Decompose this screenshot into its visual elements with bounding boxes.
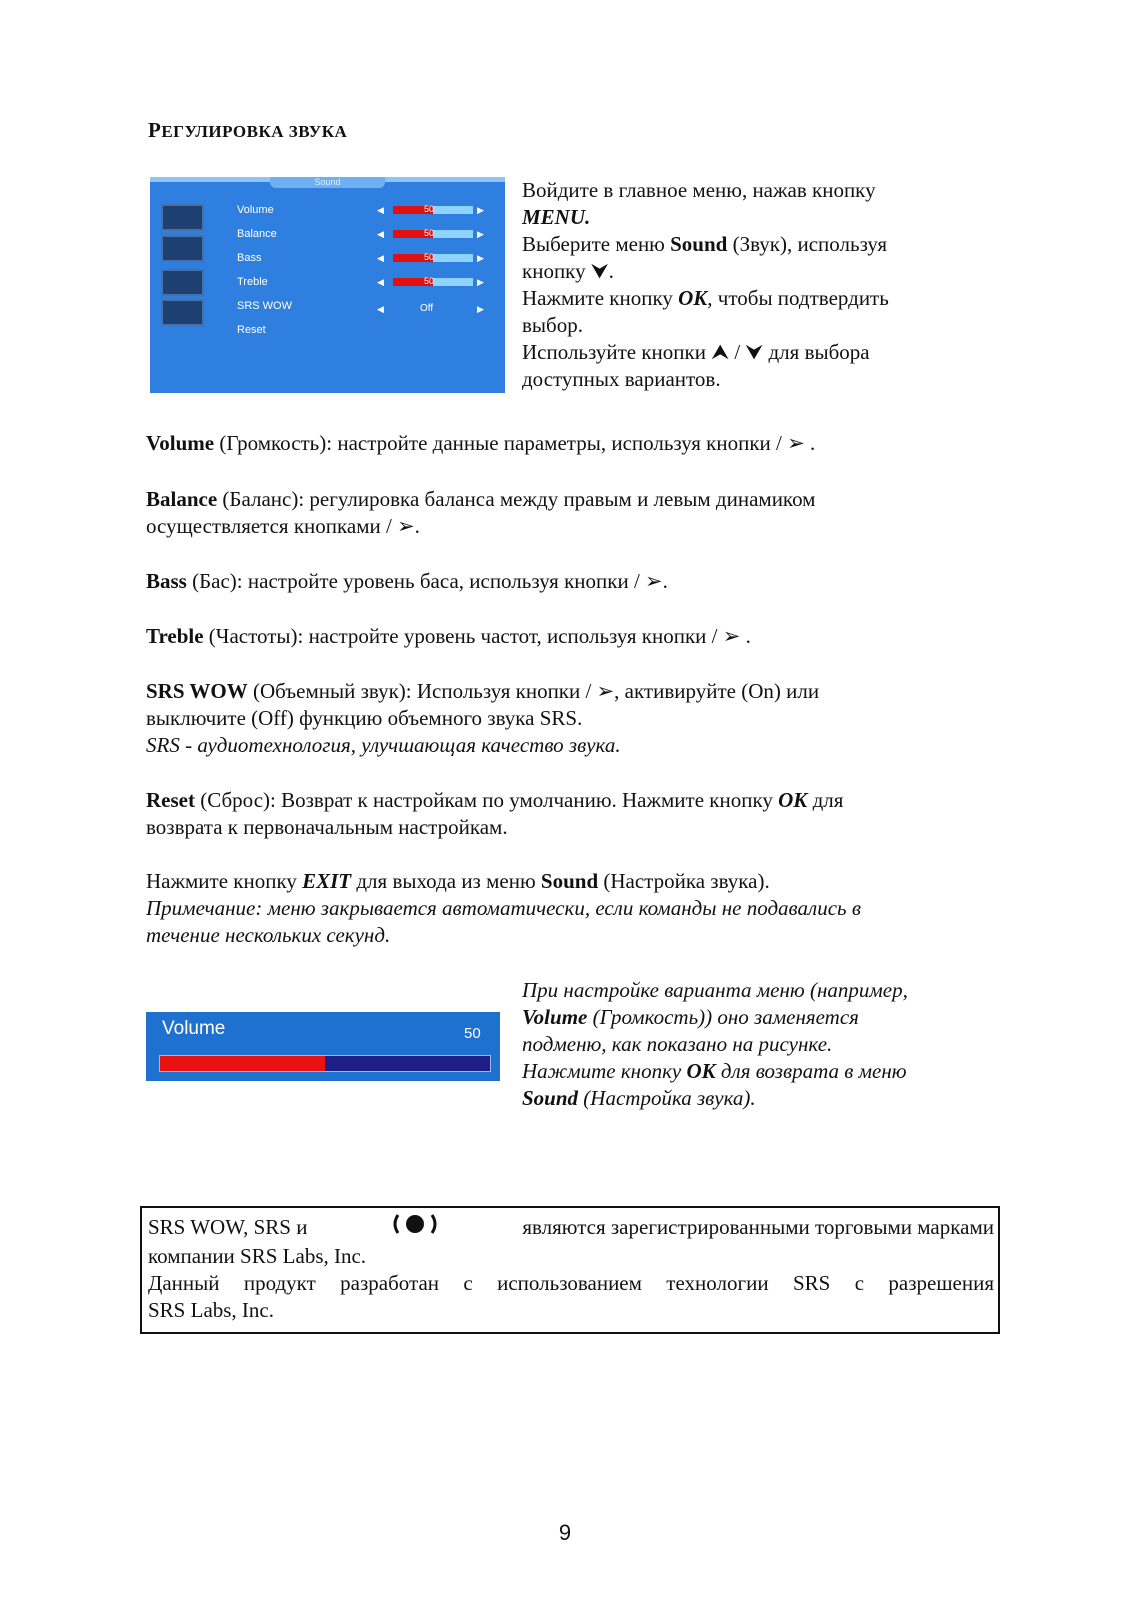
treble-paragraph: Treble (Частоты): настройте уровень частот, используя кнопки / ➢ . [146,624,751,648]
trademark-line: компании SRS Labs, Inc. [148,1244,367,1268]
left-arrow-icon: ◀ [377,304,384,314]
volume-submenu-value: 50 [464,1025,481,1042]
right-arrow-icon: ▶ [477,253,484,263]
menu-item-treble: Treble [237,276,268,288]
srs-wow-paragraph: SRS WOW (Объемный звук): Используя кнопки / ➢, активируйте (On) или выключите (Off) функцию объемного звука SRS. SRS - аудиотехнология, улучшающая качество звука. [146,679,820,757]
menu-item-volume: Volume [237,204,274,216]
speaker-icon [161,235,204,262]
intro-line: Нажмите кнопку OK, чтобы подтвердить [522,286,889,310]
menu-item-srs-wow: SRS WOW [237,300,292,312]
volume-submenu-fill [160,1056,325,1071]
intro-line: Используйте кнопки ⮝ / ⮟ для выбора [522,340,870,364]
volume-submenu-screenshot [146,1012,500,1081]
reset-paragraph: Reset (Сброс): Возврат к настройкам по умолчанию. Нажмите кнопку OK для возврата к первоначальным настройкам. [146,788,844,839]
picture-icon [161,204,204,231]
menu-item-balance: Balance [237,228,277,240]
intro-text [522,177,1002,393]
intro-line: выбор. [522,313,583,337]
trademark-line: SRS Labs, Inc. [148,1298,274,1322]
intro-line: Выберите меню Sound (Звук), используя [522,232,888,256]
right-arrow-icon: ▶ [477,277,484,287]
setup-icon [161,299,204,326]
trademark-line: SRS WOW, SRS и являются зарегистрированными торговыми марками [148,1212,994,1243]
page-number: 9 [558,1520,572,1545]
srs-logo-icon [390,1212,440,1243]
sound-menu-screenshot [150,177,505,393]
exit-paragraph: Нажмите кнопку EXIT для выхода из меню Sound (Настройка звука). Примечание: меню закрывается автоматически, если команды не подавались в течение нескольких секунд. [146,869,861,947]
intro-line: Войдите в главное меню, нажав кнопку [522,178,876,202]
left-arrow-icon: ◀ [377,253,384,263]
volume-paragraph: Volume (Громкость): настройте данные параметры, используя кнопки / ➢ . [146,431,816,455]
right-arrow-icon: ▶ [477,304,484,314]
tv-icon [161,269,204,296]
volume-submenu-bar [159,1055,491,1072]
submenu-note: При настройке варианта меню (например, Volume (Громкость)) оно заменяется подменю, как показано на рисунке. Нажмите кнопку OK для возврата в меню Sound (Настройка звука). [522,978,908,1110]
left-arrow-icon: ◀ [377,229,384,239]
volume-value: 50 [424,204,435,214]
left-arrow-icon: ◀ [377,277,384,287]
trademark-box [140,1206,1000,1334]
balance-value: 50 [424,228,435,238]
right-arrow-icon: ▶ [477,229,484,239]
section-title: РЕГУЛИРОВКА ЗВУКА [148,118,348,142]
menu-item-bass: Bass [237,252,262,264]
trademark-line: Данный продукт разработан с использованием технологии SRS с разрешения [148,1271,994,1295]
intro-line: доступных вариантов. [522,367,721,391]
right-arrow-icon: ▶ [477,205,484,215]
balance-paragraph: Balance (Баланс): регулировка баланса между правым и левым динамиком осуществляется кнопками / ➢. [146,487,816,538]
menu-item-reset: Reset [237,324,266,336]
menu-key: MENU. [522,205,591,229]
treble-value: 50 [424,276,435,286]
bass-value: 50 [424,252,435,262]
bass-paragraph: Bass (Бас): настройте уровень баса, используя кнопки / ➢. [146,569,668,593]
volume-submenu-label: Volume [162,1018,226,1039]
menu-header: Sound [270,177,385,188]
left-arrow-icon: ◀ [377,205,384,215]
intro-line: кнопку ⮟. [522,259,614,283]
srs-wow-value: Off [420,303,434,314]
